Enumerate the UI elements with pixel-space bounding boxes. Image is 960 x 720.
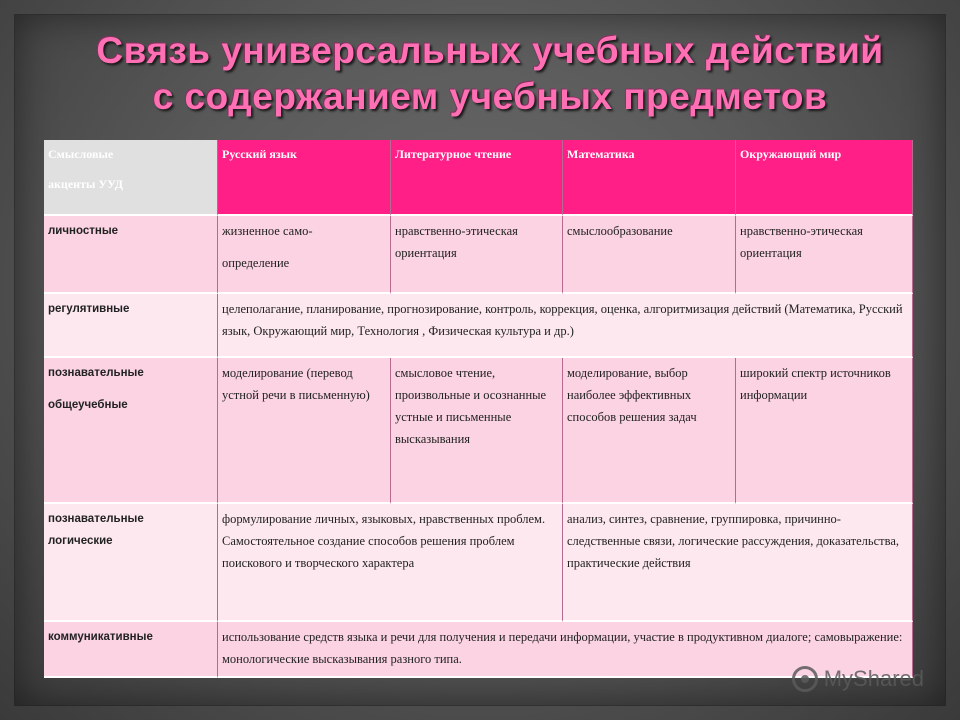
header-world-around: Окружающий мир [736, 140, 913, 216]
row-label-personal: личностные [44, 216, 218, 294]
cell-personal-world: нравственно-этическая ориентация [736, 216, 913, 294]
row-label-cognitive-logical-line-2: логические [48, 535, 113, 547]
slide-title [60, 28, 920, 120]
cell-cognitive-general-literary: смысловое чтение, произвольные и осознанные устные и письменные высказывания [391, 358, 563, 504]
cell-cognitive-logical-language-reading: формулирование личных, языковых, нравственных проблем. Самостоятельное создание способов решения проблем поискового и творческого характера [218, 504, 563, 622]
table-row-communicative [44, 622, 913, 678]
header-accents-line-1: Смысловые [48, 147, 114, 161]
watermark-logo-icon [792, 666, 818, 692]
header-accents [44, 140, 218, 216]
watermark-text: MyShared [823, 666, 924, 691]
cell-personal-russian [218, 216, 391, 294]
cell-communicative-all: использование средств языка и речи для получения и передачи информации, участие в продуктивном диалоге; самовыражение: монологические высказывания разного типа. [218, 622, 913, 678]
row-label-cognitive-general-line-2: общеучебные [48, 399, 128, 411]
cell-regulatory-all: целеполагание, планирование, прогнозирование, контроль, коррекция, оценка, алгоритмизация действий (Математика, Русский язык, Окружающий мир, Технология , Физическая культура и др.) [218, 294, 913, 358]
row-label-regulatory: регулятивные [44, 294, 218, 358]
header-math: Математика [563, 140, 736, 216]
row-label-cognitive-logical-line-1: познавательные [48, 513, 144, 525]
cell-personal-russian-line-2: определение [222, 256, 290, 270]
cell-personal-russian-line-1: жизненное само- [222, 224, 313, 238]
table-row-regulatory [44, 294, 913, 358]
title-line-1: Связь универсальных учебных действий [96, 30, 884, 71]
cell-cognitive-general-world: широкий спектр источников информации [736, 358, 913, 504]
table-row-cognitive-logical [44, 504, 913, 622]
cell-personal-literary: нравственно-этическая ориентация [391, 216, 563, 294]
header-literary-reading: Литературное чтение [391, 140, 563, 216]
table-row-cognitive-general [44, 358, 913, 504]
cell-personal-math: смыслообразование [563, 216, 736, 294]
table-row-personal [44, 216, 913, 294]
row-label-cognitive-general [44, 358, 218, 504]
row-label-cognitive-general-line-1: познавательные [48, 367, 144, 379]
header-russian: Русский язык [218, 140, 391, 216]
cell-cognitive-general-russian: моделирование (перевод устной речи в письменную) [218, 358, 391, 504]
row-label-cognitive-logical [44, 504, 218, 622]
uud-subjects-table [44, 140, 913, 678]
cell-cognitive-logical-math-world: анализ, синтез, сравнение, группировка, причинно-следственные связи, логические рассуждения, доказательства, практические действия [563, 504, 913, 622]
header-accents-line-2: акценты УУД [48, 177, 123, 191]
table-header-row [44, 140, 913, 216]
row-label-communicative: коммуникативные [44, 622, 218, 678]
title-line-2: с содержанием учебных предметов [152, 76, 828, 117]
watermark [792, 666, 924, 692]
cell-cognitive-general-math: моделирование, выбор наиболее эффективных способов решения задач [563, 358, 736, 504]
